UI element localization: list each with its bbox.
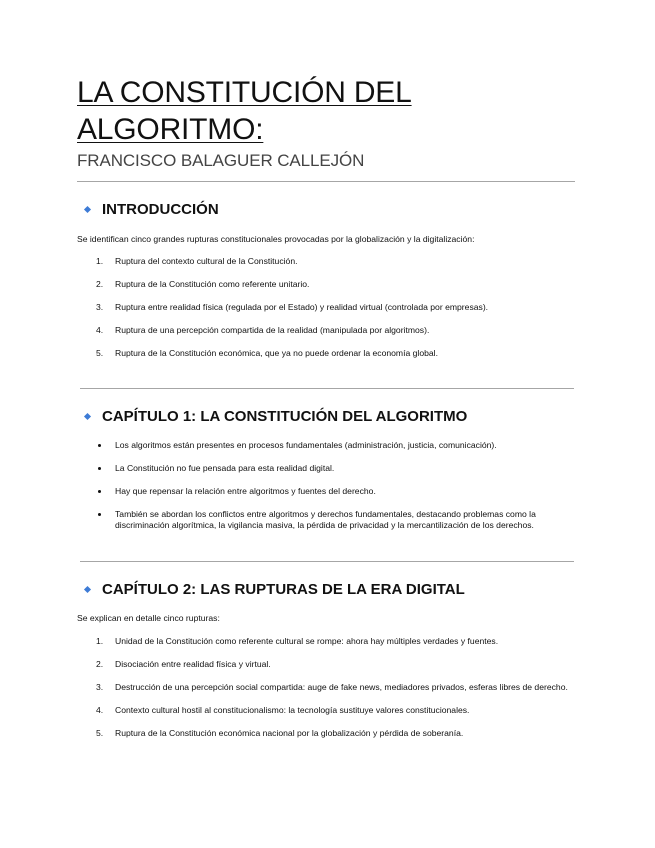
list-item	[96, 705, 575, 716]
bulleted-list	[96, 440, 575, 543]
document-title: LA CONSTITUCIÓN DEL ALGORITMO:	[77, 76, 412, 146]
list-number: 5.	[96, 728, 104, 738]
list-number: 1.	[96, 256, 104, 266]
list-item-text: Ruptura de la Constitución como referente unitario.	[115, 279, 310, 289]
list-item	[96, 659, 575, 670]
list-number: 2.	[96, 659, 104, 669]
list-item-text: Unidad de la Constitución como referente cultural se rompe: ahora hay múltiples verdades y fuentes.	[115, 636, 499, 646]
bullet-dot-icon	[98, 444, 101, 447]
list-item-text: Destrucción de una percepción social compartida: auge de fake news, mediadores privados, esferas libres de derecho.	[115, 682, 568, 692]
list-item-text: También se abordan los conflictos entre algoritmos y derechos fundamentales, destacando problemas como la discriminación algorítmica, la vigilancia masiva, la pérdida de privacidad y la mercantilización de los derechos.	[115, 509, 536, 530]
list-number: 1.	[96, 636, 104, 646]
divider	[77, 181, 575, 182]
section-heading-capitulo-2	[83, 581, 465, 598]
divider	[80, 561, 574, 562]
list-item-text: Disociación entre realidad física y virtual.	[115, 659, 271, 669]
list-number: 5.	[96, 348, 104, 358]
section-heading-text: INTRODUCCIÓN	[102, 201, 219, 218]
section-heading-text: CAPÍTULO 2: LAS RUPTURAS DE LA ERA DIGITAL	[102, 581, 465, 598]
list-item-text: Ruptura de la Constitución económica, que ya no puede ordenar la economía global.	[115, 348, 438, 358]
list-number: 3.	[96, 302, 104, 312]
list-item-text: Ruptura del contexto cultural de la Constitución.	[115, 256, 298, 266]
list-item-text: La Constitución no fue pensada para esta realidad digital.	[115, 463, 335, 473]
section-heading-introduccion	[83, 201, 219, 218]
diamond-bullet-icon	[84, 206, 91, 213]
list-item-text: Ruptura de una percepción compartida de la realidad (manipulada por algoritmos).	[115, 325, 430, 335]
bullet-dot-icon	[98, 490, 101, 493]
list-number: 3.	[96, 682, 104, 692]
diamond-bullet-icon	[84, 413, 91, 420]
list-item	[96, 256, 575, 267]
list-item	[96, 440, 575, 451]
list-number: 4.	[96, 325, 104, 335]
list-item	[96, 325, 575, 336]
section-intro: Se explican en detalle cinco rupturas:	[77, 613, 220, 623]
list-item	[96, 728, 575, 739]
list-item-text: Hay que repensar la relación entre algoritmos y fuentes del derecho.	[115, 486, 376, 496]
list-item	[96, 463, 575, 474]
document-author: FRANCISCO BALAGUER CALLEJÓN	[77, 151, 365, 170]
bullet-dot-icon	[98, 513, 101, 516]
list-item-text: Ruptura de la Constitución económica nacional por la globalización y pérdida de soberanía.	[115, 728, 464, 738]
list-item-text: Contexto cultural hostil al constitucionalismo: la tecnología sustituye valores constitucionales.	[115, 705, 470, 715]
list-item	[96, 348, 575, 359]
bullet-dot-icon	[98, 467, 101, 470]
list-item	[96, 682, 575, 693]
list-number: 2.	[96, 279, 104, 289]
list-item	[96, 302, 575, 313]
list-item-text: Ruptura entre realidad física (regulada por el Estado) y realidad virtual (controlada por empresas).	[115, 302, 489, 312]
section-intro: Se identifican cinco grandes rupturas constitucionales provocadas por la globalización y la digitalización:	[77, 234, 475, 244]
divider	[80, 388, 574, 389]
list-item	[96, 509, 575, 531]
section-heading-capitulo-1	[83, 408, 467, 425]
numbered-list	[96, 256, 575, 371]
diamond-bullet-icon	[84, 586, 91, 593]
list-item	[96, 279, 575, 290]
list-item	[96, 636, 575, 647]
section-heading-text: CAPÍTULO 1: LA CONSTITUCIÓN DEL ALGORITMO	[102, 408, 468, 425]
list-item	[96, 486, 575, 497]
numbered-list	[96, 636, 575, 751]
list-item-text: Los algoritmos están presentes en procesos fundamentales (administración, justicia, comunicación).	[115, 440, 497, 450]
list-number: 4.	[96, 705, 104, 715]
